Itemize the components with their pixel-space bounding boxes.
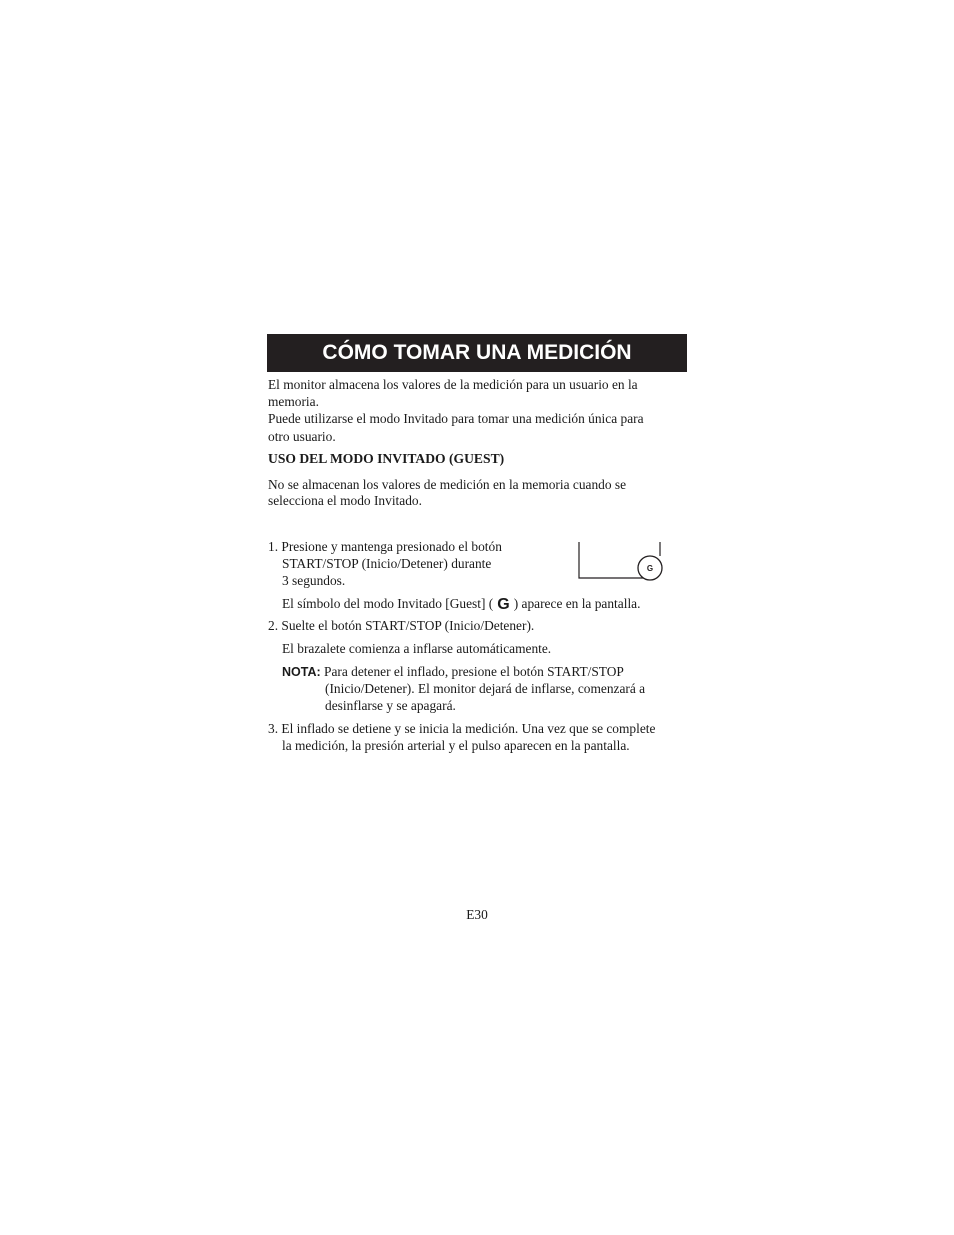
guest-mode-heading: USO DEL MODO INVITADO (GUEST) [268, 451, 505, 466]
nota-line-1 [282, 663, 624, 681]
intro-line-3: Puede utilizarse el modo Invitado para tomar una medición única para [268, 411, 644, 426]
nota-line-2: (Inicio/Detener). El monitor dejará de inflarse, comenzará a [325, 681, 646, 696]
step3-line-2: la medición, la presión arterial y el pulso aparecen en la pantalla. [282, 738, 630, 753]
step1-line-3: 3 segundos. [282, 573, 346, 588]
guest-symbol-inline-icon: G [497, 596, 510, 613]
intro-line-2: memoria. [268, 394, 319, 409]
step1-note-before: El símbolo del modo Invitado [Guest] ( [282, 596, 494, 611]
step1-note [282, 595, 640, 612]
step1-line-1: 1. Presione y mantenga presionado el botón [268, 539, 502, 554]
step2-line-1: 2. Suelte el botón START/STOP (Inicio/Detener). [268, 618, 535, 633]
display-guest-figure [576, 540, 668, 582]
step1-line-2: START/STOP (Inicio/Detener) durante [282, 556, 492, 571]
intro-line-1: El monitor almacena los valores de la medición para un usuario en la [268, 377, 638, 392]
guest-desc-line-2: selecciona el modo Invitado. [268, 493, 422, 508]
nota-line-3: desinflarse y se apagará. [325, 698, 456, 713]
guest-symbol-label: G [646, 564, 654, 573]
page-number: E30 [466, 907, 488, 922]
step1-note-after: ) aparece en la pantalla. [513, 596, 641, 611]
nota-text-1: Para detener el inflado, presione el botón START/STOP [324, 664, 624, 679]
step3-line-1: 3. El inflado se detiene y se inicia la medición. Una vez que se complete [268, 721, 656, 736]
section-title: CÓMO TOMAR UNA MEDICIÓN [322, 341, 632, 364]
guest-desc-line-1: No se almacenan los valores de medición en la memoria cuando se [268, 477, 627, 492]
section-title-bar [267, 334, 687, 372]
nota-label: NOTA: [282, 665, 321, 679]
intro-line-4: otro usuario. [268, 429, 336, 444]
step2-line-2: El brazalete comienza a inflarse automáticamente. [282, 641, 552, 656]
